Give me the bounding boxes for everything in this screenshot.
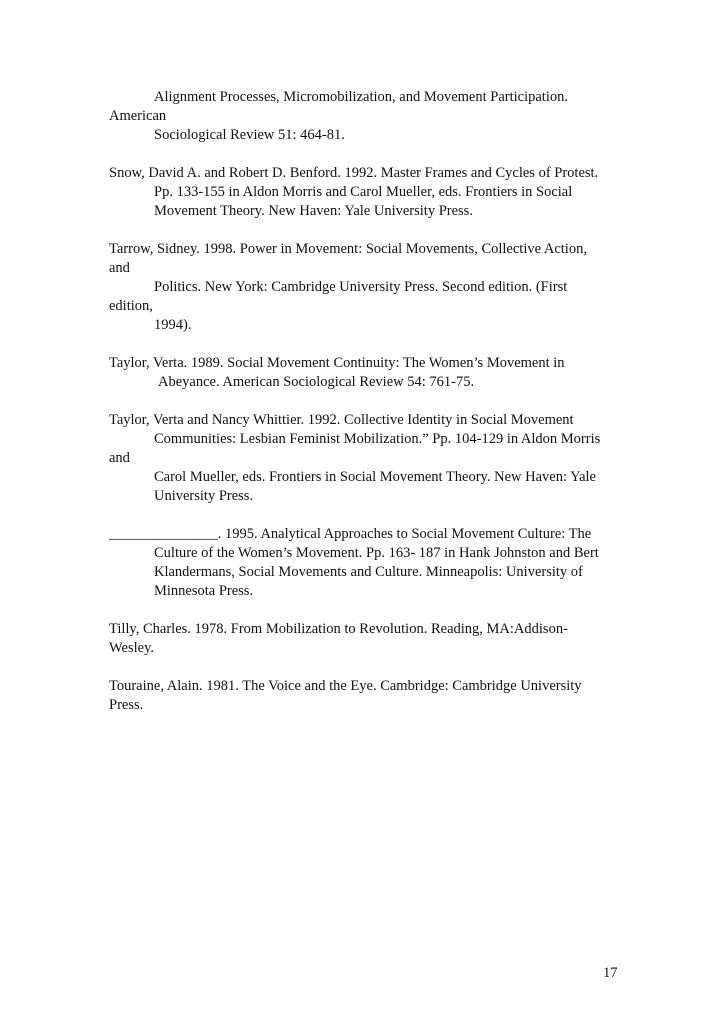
reference-entry xyxy=(109,620,629,658)
reference-entry xyxy=(109,677,629,715)
reference-line: and xyxy=(109,450,130,466)
reference-entry xyxy=(109,240,629,335)
reference-entry xyxy=(109,354,629,392)
reference-line: Press. xyxy=(109,697,144,713)
reference-line: Culture of the Women’s Movement. Pp. 163- 187 in Hank Johnston and Bert xyxy=(154,545,599,561)
reference-line: Sociological Review 51: 464-81. xyxy=(154,127,345,143)
reference-line: edition, xyxy=(109,298,153,314)
reference-line: Alignment Processes, Micromobilization, and Movement Participation. xyxy=(154,89,568,105)
reference-line: Taylor, Verta and Nancy Whittier. 1992. Collective Identity in Social Movement xyxy=(109,412,574,428)
reference-line: 1994). xyxy=(154,317,192,333)
reference-line: Pp. 133-155 in Aldon Morris and Carol Mueller, eds. Frontiers in Social xyxy=(154,184,573,200)
reference-line: Klandermans, Social Movements and Culture. Minneapolis: University of xyxy=(154,564,583,580)
reference-line: Snow, David A. and Robert D. Benford. 1992. Master Frames and Cycles of Protest. xyxy=(109,165,599,181)
reference-entry xyxy=(109,88,629,145)
reference-line: Tilly, Charles. 1978. From Mobilization to Revolution. Reading, MA:Addison- xyxy=(109,621,568,637)
page-number: 17 xyxy=(603,965,618,981)
reference-line: Politics. New York: Cambridge University Press. Second edition. (First xyxy=(154,279,568,295)
reference-line: Taylor, Verta. 1989. Social Movement Continuity: The Women’s Movement in xyxy=(109,355,565,371)
reference-line: Movement Theory. New Haven: Yale University Press. xyxy=(154,203,473,219)
reference-line: and xyxy=(109,260,130,276)
reference-line: Wesley. xyxy=(109,640,155,656)
reference-entry xyxy=(109,525,629,601)
reference-line: Communities: Lesbian Feminist Mobilization.” Pp. 104-129 in Aldon Morris xyxy=(154,431,601,447)
reference-line: American xyxy=(109,108,167,124)
reference-line: Minnesota Press. xyxy=(154,583,254,599)
reference-line: University Press. xyxy=(154,488,254,504)
reference-entry xyxy=(109,164,629,221)
reference-line: Carol Mueller, eds. Frontiers in Social Movement Theory. New Haven: Yale xyxy=(154,469,596,485)
reference-entry xyxy=(109,411,629,506)
reference-line: Abeyance. American Sociological Review 54: 761-75. xyxy=(158,374,475,390)
reference-line: Touraine, Alain. 1981. The Voice and the Eye. Cambridge: Cambridge University xyxy=(109,678,582,694)
reference-line: _______________. 1995. Analytical Approaches to Social Movement Culture: The xyxy=(109,526,592,542)
reference-line: Tarrow, Sidney. 1998. Power in Movement: Social Movements, Collective Action, xyxy=(109,241,587,257)
reference-list xyxy=(109,88,629,734)
